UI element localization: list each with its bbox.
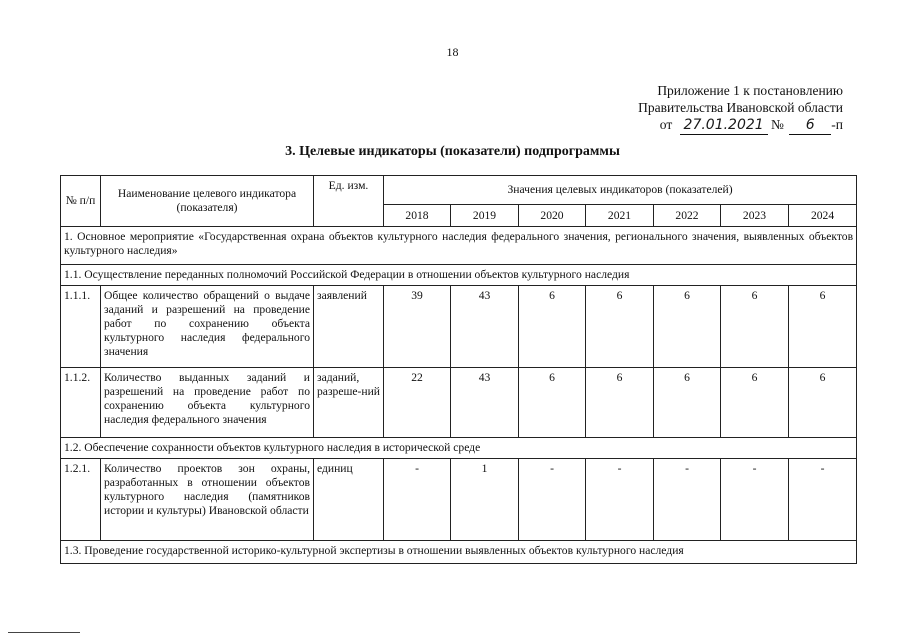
row-value: 6 — [586, 368, 654, 438]
annex-block — [638, 82, 843, 135]
header-year: 2018 — [384, 205, 451, 227]
row-value: 22 — [384, 368, 451, 438]
row-value: 6 — [654, 286, 721, 368]
section-1-1: 1.1. Осуществление переданных полномочий Российской Федерации в отношении объектов культурного наследия — [61, 265, 857, 286]
row-indicator-name: Общее количество обращений о выдаче заданий и разрешений на проведение работ по сохранению объекта культурного наследия федерального значения — [101, 286, 314, 368]
annex-line-3 — [638, 116, 843, 135]
header-values: Значения целевых индикаторов (показателей) — [384, 176, 857, 205]
row-value: 6 — [654, 368, 721, 438]
section-1: 1. Основное мероприятие «Государственная охрана объектов культурного наследия федерального значения, регионального значения, выявленных объектов культурного наследия» — [61, 227, 857, 265]
header-year: 2019 — [451, 205, 519, 227]
row-value: 6 — [789, 368, 857, 438]
header-name: Наименование целевого индикатора (показателя) — [101, 176, 314, 227]
row-value: 6 — [721, 286, 789, 368]
page-number: 18 — [446, 45, 459, 59]
row-indicator-name: Количество проектов зон охраны, разработанных в отношении объектов культурного наследия (памятников истории и культуры) Ивановской области — [101, 459, 314, 541]
row-value: - — [519, 459, 586, 541]
row-unit: единиц — [314, 459, 384, 541]
header-num: № п/п — [61, 176, 101, 227]
table-row — [61, 459, 857, 541]
annex-line-1: Приложение 1 к постановлению — [657, 83, 843, 98]
annex-date: 27.01.2021 — [680, 117, 768, 135]
row-value: 1 — [451, 459, 519, 541]
header-year: 2021 — [586, 205, 654, 227]
section-1-3: 1.3. Проведение государственной историко-культурной экспертизы в отношении выявленных объектов культурного наследия — [61, 541, 857, 564]
annex-from-label: от — [659, 117, 673, 132]
header-year: 2022 — [654, 205, 721, 227]
footnote-divider — [8, 632, 80, 633]
header-year: 2023 — [721, 205, 789, 227]
row-value: - — [721, 459, 789, 541]
row-value: 43 — [451, 368, 519, 438]
header-year: 2020 — [519, 205, 586, 227]
row-value: 6 — [519, 368, 586, 438]
annex-suffix: -п — [831, 117, 843, 132]
row-value: 6 — [519, 286, 586, 368]
section-1-2: 1.2. Обеспечение сохранности объектов культурного наследия в исторической среде — [61, 438, 857, 459]
row-indicator-name: Количество выданных заданий и разрешений на проведение работ по сохранению объекта культурного наследия федерального значения — [101, 368, 314, 438]
indicators-table — [60, 175, 857, 564]
row-value: - — [654, 459, 721, 541]
row-value: - — [789, 459, 857, 541]
row-value: 6 — [721, 368, 789, 438]
row-unit: заявлений — [314, 286, 384, 368]
header-unit: Ед. изм. — [314, 176, 384, 227]
row-value: - — [586, 459, 654, 541]
row-num: 1.1.2. — [61, 368, 101, 438]
row-value: 6 — [789, 286, 857, 368]
row-value: - — [384, 459, 451, 541]
row-value: 6 — [586, 286, 654, 368]
annex-no-label: № — [771, 117, 784, 132]
row-unit: заданий, разреше-ний — [314, 368, 384, 438]
annex-number: 6 — [789, 117, 831, 135]
table-row — [61, 368, 857, 438]
header-year: 2024 — [789, 205, 857, 227]
row-num: 1.1.1. — [61, 286, 101, 368]
row-num: 1.2.1. — [61, 459, 101, 541]
table-row — [61, 286, 857, 368]
page-title: 3. Целевые индикаторы (показатели) подпрограммы — [285, 144, 620, 159]
row-value: 43 — [451, 286, 519, 368]
annex-line-2: Правительства Ивановской области — [638, 100, 843, 115]
row-value: 39 — [384, 286, 451, 368]
